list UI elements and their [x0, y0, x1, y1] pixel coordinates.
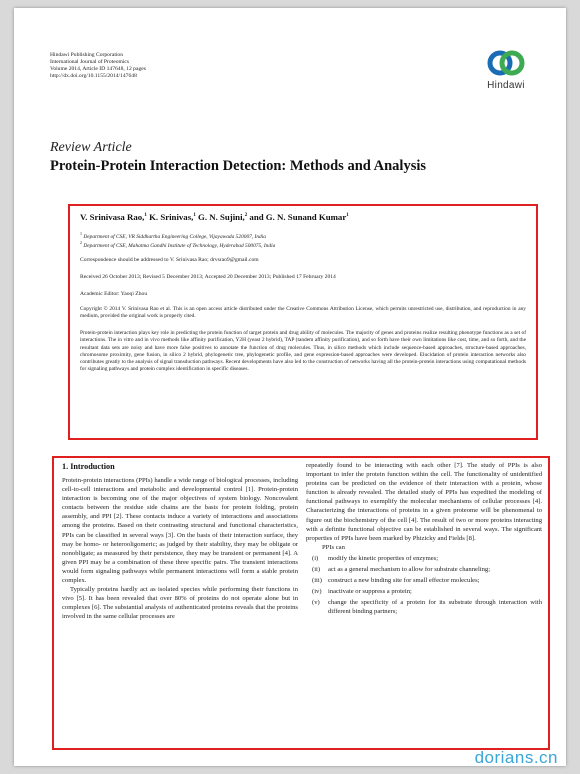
author-affil-mark: 2 [244, 213, 248, 219]
author-affil-mark: 1 [193, 213, 196, 219]
section-title: 1. Introduction [62, 462, 115, 471]
site-watermark: dorians.cn [474, 748, 558, 767]
correspondence: Correspondence should be addressed to V. Srinivasa Rao; drvsrao9@gmail.com [80, 257, 259, 263]
list-text: construct a new binding site for small effector molecules; [328, 577, 480, 585]
hindawi-logo-icon [486, 48, 526, 78]
author-name: V. Srinivasa Rao, [80, 212, 145, 222]
doi-link[interactable]: http://dx.doi.org/10.1155/2014/147648 [50, 73, 137, 79]
author-name: and G. N. Sunand Kumar [249, 212, 347, 222]
affiliation-2 [80, 240, 275, 249]
article-metadata-box [68, 204, 538, 440]
introduction-section [52, 456, 550, 750]
list-item [306, 576, 542, 585]
author-name: G. N. Sujini, [198, 212, 245, 222]
affiliation-mark: 2 [80, 240, 82, 245]
copyright-notice: Copyright © 2014 V. Srinivasa Rao et al. This is an open access article distributed under the Creative Commons Attribution License, which permits unrestricted use, distribution, and reproduction in any medium, provided the original work is properly cited. [80, 306, 526, 320]
author-name: K. Srinivas, [149, 212, 194, 222]
list-item [306, 554, 542, 563]
list-item [306, 565, 542, 574]
affiliation-mark: 1 [80, 231, 82, 236]
logo-wordmark: Hindawi [487, 80, 525, 91]
journal-header-info [50, 52, 146, 80]
paragraph: repeatedly found to be interacting with each other [7]. The study of PPIs is also important to infer the protein function within the cell. The functionality of unidentified proteins can be predicted on the evidence of their interaction with a protein, whose function is already revealed. The detailed study of PPIs has expedited the modeling of functional pathways to exemplify the molecular mechanisms of cellular processes [4]. Characterizing the interactions of proteins in a given proteome will be phenomenal to figure out the biochemistry of the cell [4]. The result of two or more proteins interacting with a definite functional objective can be established in several ways. The significant properties of PPIs have been marked by Phizicky and Fields [8]. [306, 462, 542, 542]
list-text: modify the kinetic properties of enzymes; [328, 554, 439, 562]
list-number: (v) [312, 599, 320, 607]
document-page [14, 8, 566, 766]
volume-info: Volume 2014, Article ID 147648, 12 pages [50, 66, 146, 72]
author-list [80, 212, 349, 222]
article-title: Protein-Protein Interaction Detection: Methods and Analysis [50, 158, 427, 174]
academic-editor: Academic Editor: Yaoqi Zhou [80, 291, 148, 297]
author-affil-mark: 1 [346, 213, 349, 219]
list-number: (ii) [312, 566, 321, 574]
affiliation-text: Department of CSE, VR Siddhartha Engineering College, Vijayawada 520007, India [83, 233, 266, 240]
list-number: (i) [312, 554, 319, 562]
paragraph: Typically proteins hardly act as isolated species while performing their functions in vivo [5]. It has been revealed that over 80% of proteins do not operate alone but in complexes [6]. The substantial analysis of authenticated proteins reveals that the proteins involved in the same cellular processes are [62, 586, 298, 621]
article-type: Review Article [50, 140, 132, 155]
list-item [306, 587, 542, 596]
list-text: change the specificity of a protein for its substrate through interaction with different binding partners; [328, 599, 542, 616]
hindawi-logo [476, 48, 536, 104]
paragraph: Protein-protein interactions (PPIs) handle a wide range of biological processes, including cell-to-cell interactions and metabolic and developmental control [1]. Protein-protein interaction is becoming one of the major objectives of system biology. Noncovalent contacts between the residue side chains are the basis for protein folding, protein assembly, and PPI [2]. These contacts induce a variety of interactions and associations among the proteins. Based on their contrasting structural and functional characteristics, PPIs can be classified in several ways [3]. On the basis of their interaction surface, they may be homo- or heterooligomeric; as judged by their stability, they may be obligate or nonobligate; as measured by their persistence, they may be transient or permanent [4]. A given PPI may be a combination of these three specific pairs. The transient interactions would form signaling pathways while permanent interactions will form a stable protein complex. [62, 477, 298, 585]
text-column-right [306, 461, 542, 617]
list-item [306, 598, 542, 616]
abstract-text: Protein-protein interaction plays key role in predicting the protein function of target protein and drug ability of molecules. The majority of genes and proteins realize resulting phenotype functions as a set of interactions. The in vitro and in vivo methods like affinity purification, Y2H (yeast 2 hybrid), TAP (tandem affinity purification), and so forth have their own limitations like cost, time, and so forth, and the resultant data sets are noisy and have more false positives to annotate the function of drug molecules. Thus, in silico methods which include sequence-based approaches, structure-based approaches, chromosome proximity, gene fusion, in silico 2 hybrid, phylogenetic tree, phylogenetic profile, and gene expression-based approaches were developed. Elucidation of protein interaction networks also contributes greatly to the analysis of signal transduction pathways. Recent developments have also led to the construction of networks having all the protein-protein interactions using computational methods for signaling pathways and protein complex identification in specific diseases. [80, 330, 526, 373]
affiliation-1 [80, 231, 266, 240]
list-text: act as a general mechanism to allow for substrate channeling; [328, 566, 491, 574]
publisher-name: Hindawi Publishing Corporation [50, 52, 124, 58]
text-column-left [62, 476, 298, 622]
list-intro: PPIs can [322, 543, 345, 551]
list-number: (iii) [312, 577, 322, 585]
publication-dates: Received 26 October 2013; Revised 5 December 2013; Accepted 20 December 2013; Published 17 February 2014 [80, 274, 336, 280]
list-number: (iv) [312, 588, 322, 596]
affiliation-text: Department of CSE, Mahatma Gandhi Institute of Technology, Hyderabad 500075, India [83, 242, 276, 249]
list-text: inactivate or suppress a protein; [328, 588, 412, 596]
author-affil-mark: 1 [144, 213, 147, 219]
journal-name: International Journal of Proteomics [50, 59, 130, 65]
